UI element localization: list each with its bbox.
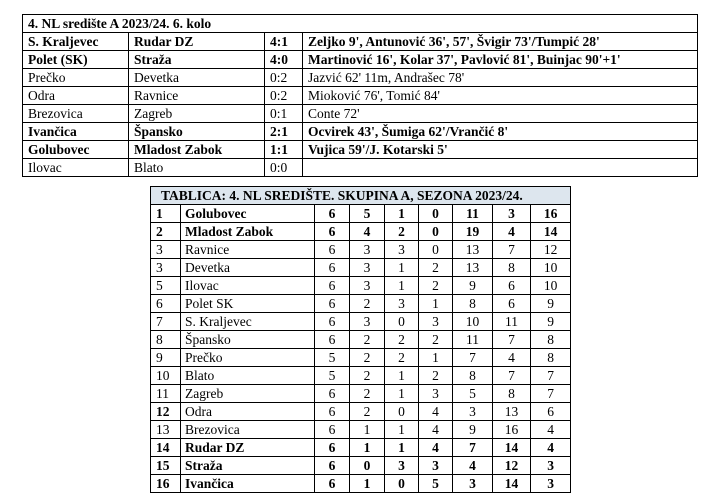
- standing-draws: 2: [385, 349, 419, 367]
- standings-title: TABLICA: 4. NL SREDIŠTE. SKUPINA A, SEZONA 2023/24.: [151, 187, 571, 205]
- match-away-team: Mladost Zabok: [129, 141, 265, 159]
- standing-goals-against: 7: [493, 367, 531, 385]
- standing-goals-against: 14: [493, 475, 531, 493]
- standing-wins: 3: [350, 241, 385, 259]
- standing-losses: 5: [419, 475, 453, 493]
- standing-goals-against: 11: [493, 313, 531, 331]
- standing-draws: 1: [385, 277, 419, 295]
- standing-wins: 3: [350, 313, 385, 331]
- standing-points: 12: [531, 241, 571, 259]
- match-row: [23, 33, 698, 51]
- standing-position: 5: [151, 277, 181, 295]
- standing-position: 3: [151, 241, 181, 259]
- standing-points: 6: [531, 403, 571, 421]
- standing-losses: 2: [419, 277, 453, 295]
- standing-team: Brezovica: [181, 421, 315, 439]
- standing-points: 4: [531, 421, 571, 439]
- standing-played: 6: [315, 241, 350, 259]
- standing-draws: 0: [385, 403, 419, 421]
- standing-played: 6: [315, 475, 350, 493]
- match-home-team: S. Kraljevec: [23, 33, 129, 51]
- standing-team: Golubovec: [181, 205, 315, 223]
- standing-wins: 3: [350, 277, 385, 295]
- standing-losses: 2: [419, 331, 453, 349]
- standing-points: 3: [531, 475, 571, 493]
- match-scorers: Ocvirek 43', Šumiga 62'/Vrančić 8': [303, 123, 698, 141]
- standing-points: 9: [531, 295, 571, 313]
- standing-losses: 4: [419, 421, 453, 439]
- match-scorers: Martinović 16', Kolar 37', Pavlović 81', Buinjac 90'+1': [303, 51, 698, 69]
- standing-position: 14: [151, 439, 181, 457]
- match-home-team: Prečko: [23, 69, 129, 87]
- match-row: [23, 123, 698, 141]
- standing-played: 6: [315, 313, 350, 331]
- match-score: 4:0: [265, 51, 303, 69]
- match-score: 0:1: [265, 105, 303, 123]
- match-home-team: Odra: [23, 87, 129, 105]
- standing-wins: 0: [350, 457, 385, 475]
- standing-row: [151, 403, 571, 421]
- results-title-row: [23, 15, 698, 33]
- standing-wins: 2: [350, 295, 385, 313]
- standing-draws: 0: [385, 313, 419, 331]
- standing-goals-for: 8: [453, 367, 493, 385]
- standing-goals-for: 9: [453, 277, 493, 295]
- standing-row: [151, 385, 571, 403]
- standing-position: 1: [151, 205, 181, 223]
- standing-position: 10: [151, 367, 181, 385]
- standing-row: [151, 421, 571, 439]
- standing-points: 10: [531, 259, 571, 277]
- standing-goals-for: 11: [453, 331, 493, 349]
- standing-position: 16: [151, 475, 181, 493]
- standing-played: 6: [315, 385, 350, 403]
- standing-losses: 0: [419, 205, 453, 223]
- match-away-team: Ravnice: [129, 87, 265, 105]
- standing-row: [151, 439, 571, 457]
- standing-wins: 2: [350, 331, 385, 349]
- standing-losses: 3: [419, 457, 453, 475]
- match-away-team: Zagreb: [129, 105, 265, 123]
- standing-points: 10: [531, 277, 571, 295]
- standings-title-row: [151, 187, 571, 205]
- standing-team: Blato: [181, 367, 315, 385]
- match-away-team: Blato: [129, 159, 265, 177]
- standing-row: [151, 205, 571, 223]
- match-score: 0:0: [265, 159, 303, 177]
- match-score: 2:1: [265, 123, 303, 141]
- standing-goals-against: 6: [493, 295, 531, 313]
- standing-team: Rudar DZ: [181, 439, 315, 457]
- standing-position: 6: [151, 295, 181, 313]
- standing-goals-against: 4: [493, 223, 531, 241]
- standing-goals-for: 3: [453, 475, 493, 493]
- standing-position: 9: [151, 349, 181, 367]
- standing-played: 6: [315, 259, 350, 277]
- standing-goals-against: 6: [493, 277, 531, 295]
- standing-points: 3: [531, 457, 571, 475]
- standing-team: Mladost Zabok: [181, 223, 315, 241]
- standing-played: 6: [315, 421, 350, 439]
- match-scorers: Zeljko 9', Antunović 36', 57', Švigir 73'/Tumpić 28': [303, 33, 698, 51]
- standing-goals-for: 13: [453, 241, 493, 259]
- standing-played: 6: [315, 457, 350, 475]
- match-row: [23, 105, 698, 123]
- standing-wins: 2: [350, 349, 385, 367]
- standing-wins: 3: [350, 259, 385, 277]
- standing-row: [151, 259, 571, 277]
- standing-draws: 3: [385, 295, 419, 313]
- match-score: 0:2: [265, 87, 303, 105]
- match-scorers: Jazvić 62' 11m, Andrašec 78': [303, 69, 698, 87]
- standing-row: [151, 475, 571, 493]
- results-table: [22, 14, 698, 177]
- standing-row: [151, 331, 571, 349]
- standing-played: 6: [315, 223, 350, 241]
- standing-draws: 0: [385, 475, 419, 493]
- standing-goals-against: 7: [493, 331, 531, 349]
- standing-points: 14: [531, 223, 571, 241]
- match-row: [23, 159, 698, 177]
- match-scorers: Mioković 76', Tomić 84': [303, 87, 698, 105]
- standing-position: 3: [151, 259, 181, 277]
- standing-wins: 4: [350, 223, 385, 241]
- standing-wins: 2: [350, 403, 385, 421]
- match-score: 1:1: [265, 141, 303, 159]
- standing-goals-for: 3: [453, 403, 493, 421]
- standing-position: 2: [151, 223, 181, 241]
- standing-draws: 3: [385, 457, 419, 475]
- standing-team: Devetka: [181, 259, 315, 277]
- standing-played: 5: [315, 349, 350, 367]
- standing-team: Ivančica: [181, 475, 315, 493]
- standing-goals-against: 8: [493, 259, 531, 277]
- standing-losses: 1: [419, 295, 453, 313]
- standing-draws: 1: [385, 385, 419, 403]
- standing-position: 15: [151, 457, 181, 475]
- standing-row: [151, 241, 571, 259]
- standing-goals-for: 13: [453, 259, 493, 277]
- standing-row: [151, 367, 571, 385]
- match-home-team: Polet (SK): [23, 51, 129, 69]
- standing-row: [151, 277, 571, 295]
- match-scorers: Conte 72': [303, 105, 698, 123]
- standings-table: [150, 186, 571, 493]
- standing-played: 6: [315, 295, 350, 313]
- standing-points: 16: [531, 205, 571, 223]
- standing-played: 5: [315, 367, 350, 385]
- match-row: [23, 87, 698, 105]
- standing-goals-against: 16: [493, 421, 531, 439]
- match-score: 0:2: [265, 69, 303, 87]
- standing-wins: 1: [350, 439, 385, 457]
- standing-wins: 5: [350, 205, 385, 223]
- standing-points: 8: [531, 331, 571, 349]
- results-title: 4. NL središte A 2023/24. 6. kolo: [23, 15, 698, 33]
- match-row: [23, 69, 698, 87]
- standing-team: Straža: [181, 457, 315, 475]
- standing-row: [151, 223, 571, 241]
- standing-goals-against: 12: [493, 457, 531, 475]
- standing-goals-for: 9: [453, 421, 493, 439]
- standing-draws: 1: [385, 439, 419, 457]
- standing-draws: 1: [385, 367, 419, 385]
- standing-goals-for: 8: [453, 295, 493, 313]
- standing-losses: 2: [419, 259, 453, 277]
- standing-losses: 3: [419, 385, 453, 403]
- standing-wins: 1: [350, 475, 385, 493]
- standing-losses: 0: [419, 241, 453, 259]
- standing-losses: 2: [419, 367, 453, 385]
- standing-points: 9: [531, 313, 571, 331]
- standing-team: Prečko: [181, 349, 315, 367]
- standing-position: 12: [151, 403, 181, 421]
- standing-goals-against: 7: [493, 241, 531, 259]
- standing-played: 6: [315, 277, 350, 295]
- standing-losses: 0: [419, 223, 453, 241]
- match-score: 4:1: [265, 33, 303, 51]
- standing-draws: 2: [385, 331, 419, 349]
- standing-played: 6: [315, 331, 350, 349]
- match-home-team: Ilovac: [23, 159, 129, 177]
- standing-position: 7: [151, 313, 181, 331]
- standing-team: Polet SK: [181, 295, 315, 313]
- standing-goals-against: 14: [493, 439, 531, 457]
- standing-goals-against: 8: [493, 385, 531, 403]
- standing-team: Zagreb: [181, 385, 315, 403]
- match-home-team: Brezovica: [23, 105, 129, 123]
- match-home-team: Ivančica: [23, 123, 129, 141]
- match-scorers: Vujica 59'/J. Kotarski 5': [303, 141, 698, 159]
- standing-draws: 1: [385, 259, 419, 277]
- standing-points: 8: [531, 349, 571, 367]
- standing-row: [151, 349, 571, 367]
- standing-draws: 3: [385, 241, 419, 259]
- match-away-team: Špansko: [129, 123, 265, 141]
- standing-goals-against: 3: [493, 205, 531, 223]
- standing-goals-against: 4: [493, 349, 531, 367]
- standing-draws: 1: [385, 421, 419, 439]
- match-row: [23, 141, 698, 159]
- standing-team: Špansko: [181, 331, 315, 349]
- standing-row: [151, 457, 571, 475]
- standing-position: 11: [151, 385, 181, 403]
- standing-played: 6: [315, 205, 350, 223]
- standing-goals-for: 11: [453, 205, 493, 223]
- standing-row: [151, 313, 571, 331]
- standing-team: Odra: [181, 403, 315, 421]
- match-away-team: Devetka: [129, 69, 265, 87]
- match-away-team: Straža: [129, 51, 265, 69]
- standing-goals-against: 13: [493, 403, 531, 421]
- match-home-team: Golubovec: [23, 141, 129, 159]
- match-row: [23, 51, 698, 69]
- standing-goals-for: 10: [453, 313, 493, 331]
- standing-draws: 2: [385, 223, 419, 241]
- standing-team: Ravnice: [181, 241, 315, 259]
- match-scorers: [303, 159, 698, 177]
- standing-goals-for: 5: [453, 385, 493, 403]
- match-away-team: Rudar DZ: [129, 33, 265, 51]
- standing-goals-for: 4: [453, 457, 493, 475]
- standing-points: 4: [531, 439, 571, 457]
- standing-team: Ilovac: [181, 277, 315, 295]
- standing-wins: 1: [350, 421, 385, 439]
- standing-points: 7: [531, 367, 571, 385]
- standing-row: [151, 295, 571, 313]
- standing-wins: 2: [350, 385, 385, 403]
- standing-played: 6: [315, 439, 350, 457]
- standing-losses: 4: [419, 439, 453, 457]
- standing-position: 13: [151, 421, 181, 439]
- standing-losses: 4: [419, 403, 453, 421]
- standing-draws: 1: [385, 205, 419, 223]
- standing-played: 6: [315, 403, 350, 421]
- standing-position: 8: [151, 331, 181, 349]
- standing-wins: 2: [350, 367, 385, 385]
- standing-losses: 3: [419, 313, 453, 331]
- standing-team: S. Kraljevec: [181, 313, 315, 331]
- standing-goals-for: 7: [453, 439, 493, 457]
- standing-points: 7: [531, 385, 571, 403]
- standing-losses: 1: [419, 349, 453, 367]
- standing-goals-for: 19: [453, 223, 493, 241]
- standing-goals-for: 7: [453, 349, 493, 367]
